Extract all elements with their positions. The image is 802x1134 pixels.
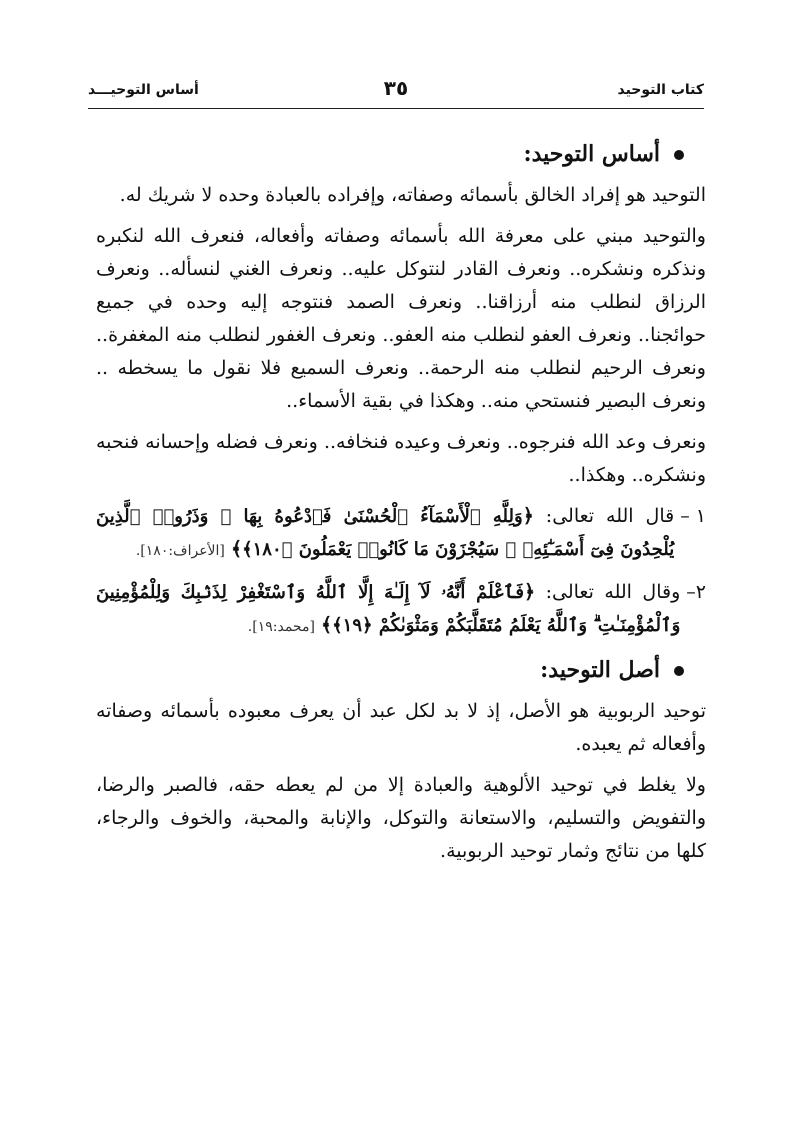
book-title: كتاب التوحيد: [617, 82, 704, 98]
close-brace: ﴾: [230, 538, 243, 560]
open-brace: ﴿: [523, 581, 536, 603]
quran-verse: فَٱعْلَمْ أَنَّهُۥ لَآ إِلَـٰهَ إِلَّا ٱللَّهُ وَٱسْتَغْفِرْ لِذَنۢبِكَ وَلِلْمُؤْمِنِينَ وَٱلْمُؤْمِنَـٰتِ ۗ وَٱللَّهُ يَعْلَمُ مُتَقَلَّبَكُمْ وَمَثْوَىٰكُمْ ﴿١٩﴾: [96, 582, 681, 636]
section-heading-origin: [96, 654, 684, 687]
section-heading-text: أساس التوحيد:: [523, 141, 660, 167]
item-number: ١ –: [680, 505, 706, 527]
open-brace: ﴿: [522, 505, 534, 527]
verse-citation: [الأعراف:١٨٠].: [135, 543, 225, 559]
close-brace: ﴾: [320, 614, 333, 636]
section-heading-foundation: [96, 138, 684, 171]
numbered-item: [96, 576, 706, 644]
paragraph: ونعرف وعد الله فنرجوه.. ونعرف وعيده فنخافه.. ونعرف فضله وإحسانه فنحبه ونشكره.. وهكذا..: [96, 431, 706, 486]
page-body: [96, 138, 706, 876]
verse-citation: [محمد:١٩].: [247, 619, 315, 635]
quran-verse: وَلِلَّهِ ٱلْأَسْمَآءُ ٱلْحُسْنَىٰ فَٱدْعُوهُ بِهَا ۖ وَذَرُوا۟ ٱلَّذِينَ يُلْحِدُونَ فِىٓ أَسْمَـٰٓئِهِۦ ۚ سَيُجْزَوْنَ مَا كَانُوا۟ يَعْمَلُونَ ﴿١٨٠﴾: [96, 506, 675, 560]
item-number: ٢–: [686, 581, 706, 603]
chapter-title: أساس التوحيـــد: [88, 82, 199, 98]
page-number: ٣٥: [383, 76, 409, 100]
paragraph: توحيد الربوبية هو الأصل، إذ لا بد لكل عبد أن يعرف معبوده بأسمائه وصفاته وأفعاله ثم يعبده.: [96, 700, 706, 755]
paragraph: والتوحيد مبني على معرفة الله بأسمائه وصفاته وأفعاله، فنعرف الله لنكبره ونذكره ونشكره.. ونعرف القادر لنتوكل عليه.. ونعرف الغني لنسأله.. ونعرف الرزاق لنطلب منه أرزاقنا.. ونعرف الصمد فنتوجه إليه وحده في جميع حوائجنا.. ونعرف العفو لنطلب منه العفو.. ونعرف الغفور لنطلب منه المغفرة.. ونعرف الرحيم لنطلب منه الرحمة.. ونعرف السميع فلا نقول ما يسخطه .. ونعرف البصير فنستحي منه.. وهكذا في بقية الأسماء..: [96, 225, 706, 412]
item-body: [96, 576, 680, 644]
paragraph: ولا يغلط في توحيد الألوهية والعبادة إلا من لم يعطه حقه، فالصبر والرضا، والتفويض والتسليم، والاستعانة والتوكل، والإنابة والمحبة، والخوف والرجاء، كلها من نتائج وثمار توحيد الربوبية.: [96, 774, 706, 862]
paragraph: التوحيد هو إفراد الخالق بأسمائه وصفاته، وإفراده بالعبادة وحده لا شريك له.: [119, 184, 706, 206]
section-heading-text: أصل التوحيد:: [540, 657, 660, 683]
bullet-icon: [674, 666, 684, 676]
numbered-item: [96, 500, 706, 568]
item-intro: قال الله تعالى:: [545, 505, 675, 527]
bullet-icon: [674, 150, 684, 160]
running-header: [88, 78, 704, 109]
item-body: [96, 500, 674, 568]
item-intro: وقال الله تعالى:: [545, 581, 681, 603]
